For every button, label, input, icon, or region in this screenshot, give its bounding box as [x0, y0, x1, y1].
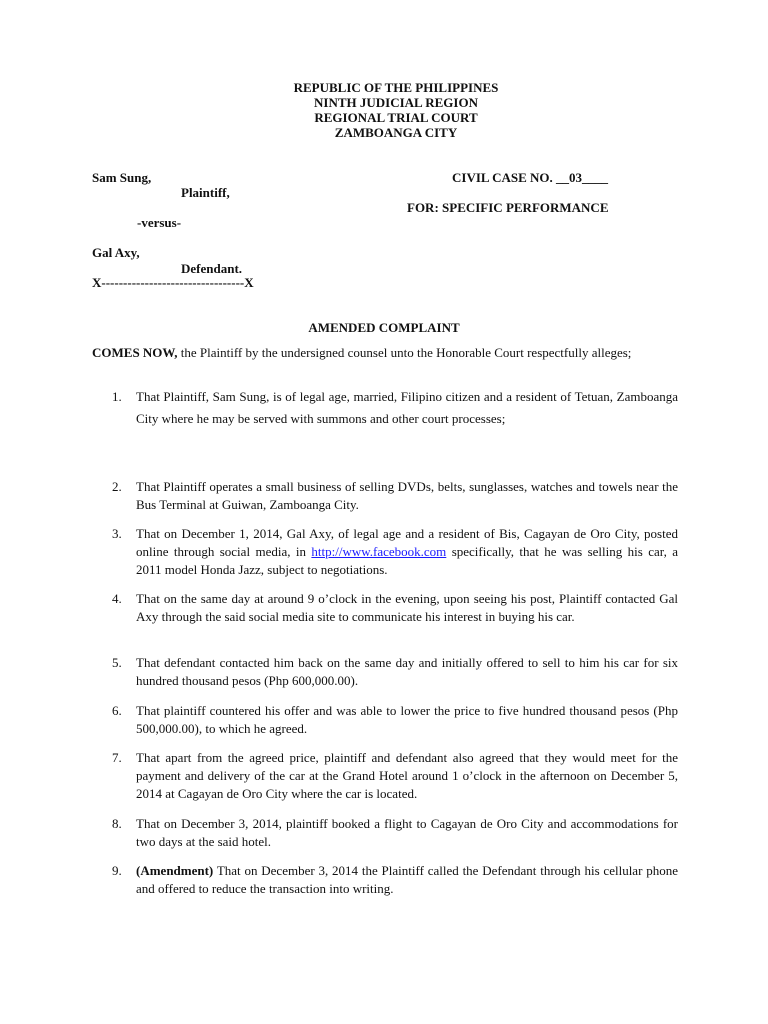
allegation-4 — [112, 590, 678, 626]
allegation-text-rest: That on December 3, 2014 the Plaintiff called the Defendant through his cellular phone and offered to reduce the transaction into writing. — [136, 863, 678, 896]
defendant-name: Gal Axy, — [92, 245, 140, 260]
case-number: __03____ — [556, 170, 609, 185]
allegation-6 — [112, 702, 678, 738]
allegation-text — [136, 862, 678, 898]
header-line-court: REGIONAL TRIAL COURT — [314, 110, 478, 125]
allegation-text: That on the same day at around 9 o’clock in the evening, upon seeing his post, Plaintiff contacted Gal Axy through the said social media site to communicate his interest in buying his car. — [136, 591, 678, 624]
allegation-text: That plaintiff countered his offer and was able to lower the price to five hundred thousand pesos (Php 500,000.00), to which he agreed. — [136, 703, 678, 736]
plaintiff-name: Sam Sung, — [92, 170, 152, 185]
allegation-number: 7. — [112, 750, 122, 765]
allegation-text: That defendant contacted him back on the same day and initially offered to sell to him his car for six hundred thousand pesos (Php 600,000.00). — [136, 655, 678, 688]
allegation-number: 1. — [112, 389, 122, 404]
facebook-link[interactable]: http://www.facebook.com — [311, 544, 447, 559]
allegation-number: 4. — [112, 591, 122, 606]
amendment-lead: (Amendment) — [136, 863, 214, 878]
allegation-text: That Plaintiff, Sam Sung, is of legal age, married, Filipino citizen and a resident of Tetuan, Zamboanga City where he may be served with summons and other court processes; — [136, 389, 678, 426]
allegation-text-before: That on December 1, 2014, Gal Axy, of legal age and a resident of Bis, Cagayan de Oro City, posted online through social media, in — [136, 526, 678, 559]
header-line-republic: REPUBLIC OF THE PHILIPPINES — [293, 80, 499, 95]
header-line-region: NINTH JUDICIAL REGION — [314, 95, 478, 110]
allegation-1 — [112, 386, 678, 430]
allegation-7 — [112, 749, 678, 803]
allegation-number: 8. — [112, 816, 122, 831]
allegation-text: That on December 3, 2014, plaintiff booked a flight to Cagayan de Oro City and accommodations for two days at the said hotel. — [136, 816, 678, 849]
caption-separator: X---------------------------------X — [92, 275, 254, 290]
allegation-text: That apart from the agreed price, plaintiff and defendant also agreed that they would meet for the payment and delivery of the car at the Grand Hotel around 1 o’clock in the afternoon on December 5, 2014 at Cagayan de Oro City where the car is located. — [136, 750, 678, 801]
case-nature: FOR: SPECIFIC PERFORMANCE — [407, 200, 609, 215]
court-header — [0, 80, 768, 140]
allegation-number: 5. — [112, 655, 122, 670]
allegation-2 — [112, 478, 678, 514]
versus-label: -versus- — [137, 215, 182, 230]
case-label: CIVIL CASE NO. — [452, 170, 557, 185]
allegation-3 — [112, 525, 678, 579]
plaintiff-role: Plaintiff, — [181, 185, 230, 200]
allegation-text — [136, 525, 678, 579]
header-line-city: ZAMBOANGA CITY — [334, 125, 458, 140]
allegation-text: That Plaintiff operates a small business of selling DVDs, belts, sunglasses, watches and towels near the Bus Terminal at Guiwan, Zamboanga City. — [136, 479, 678, 512]
allegation-8 — [112, 815, 678, 851]
allegation-number: 6. — [112, 703, 122, 718]
intro-paragraph — [92, 342, 678, 364]
allegation-number: 3. — [112, 526, 122, 541]
civil-case-number — [452, 170, 608, 186]
document-title: AMENDED COMPLAINT — [308, 320, 460, 335]
intro-lead: COMES NOW, — [92, 345, 178, 360]
defendant-role: Defendant. — [181, 261, 243, 276]
allegation-text-after: specifically, that he was selling his car, a 2011 model Honda Jazz, subject to negotiations. — [136, 544, 678, 577]
allegation-5 — [112, 654, 678, 690]
intro-text: the Plaintiff by the undersigned counsel unto the Honorable Court respectfully alleges; — [177, 345, 632, 360]
allegation-number: 9. — [112, 863, 122, 878]
allegation-9 — [112, 862, 678, 898]
allegation-number: 2. — [112, 479, 122, 494]
